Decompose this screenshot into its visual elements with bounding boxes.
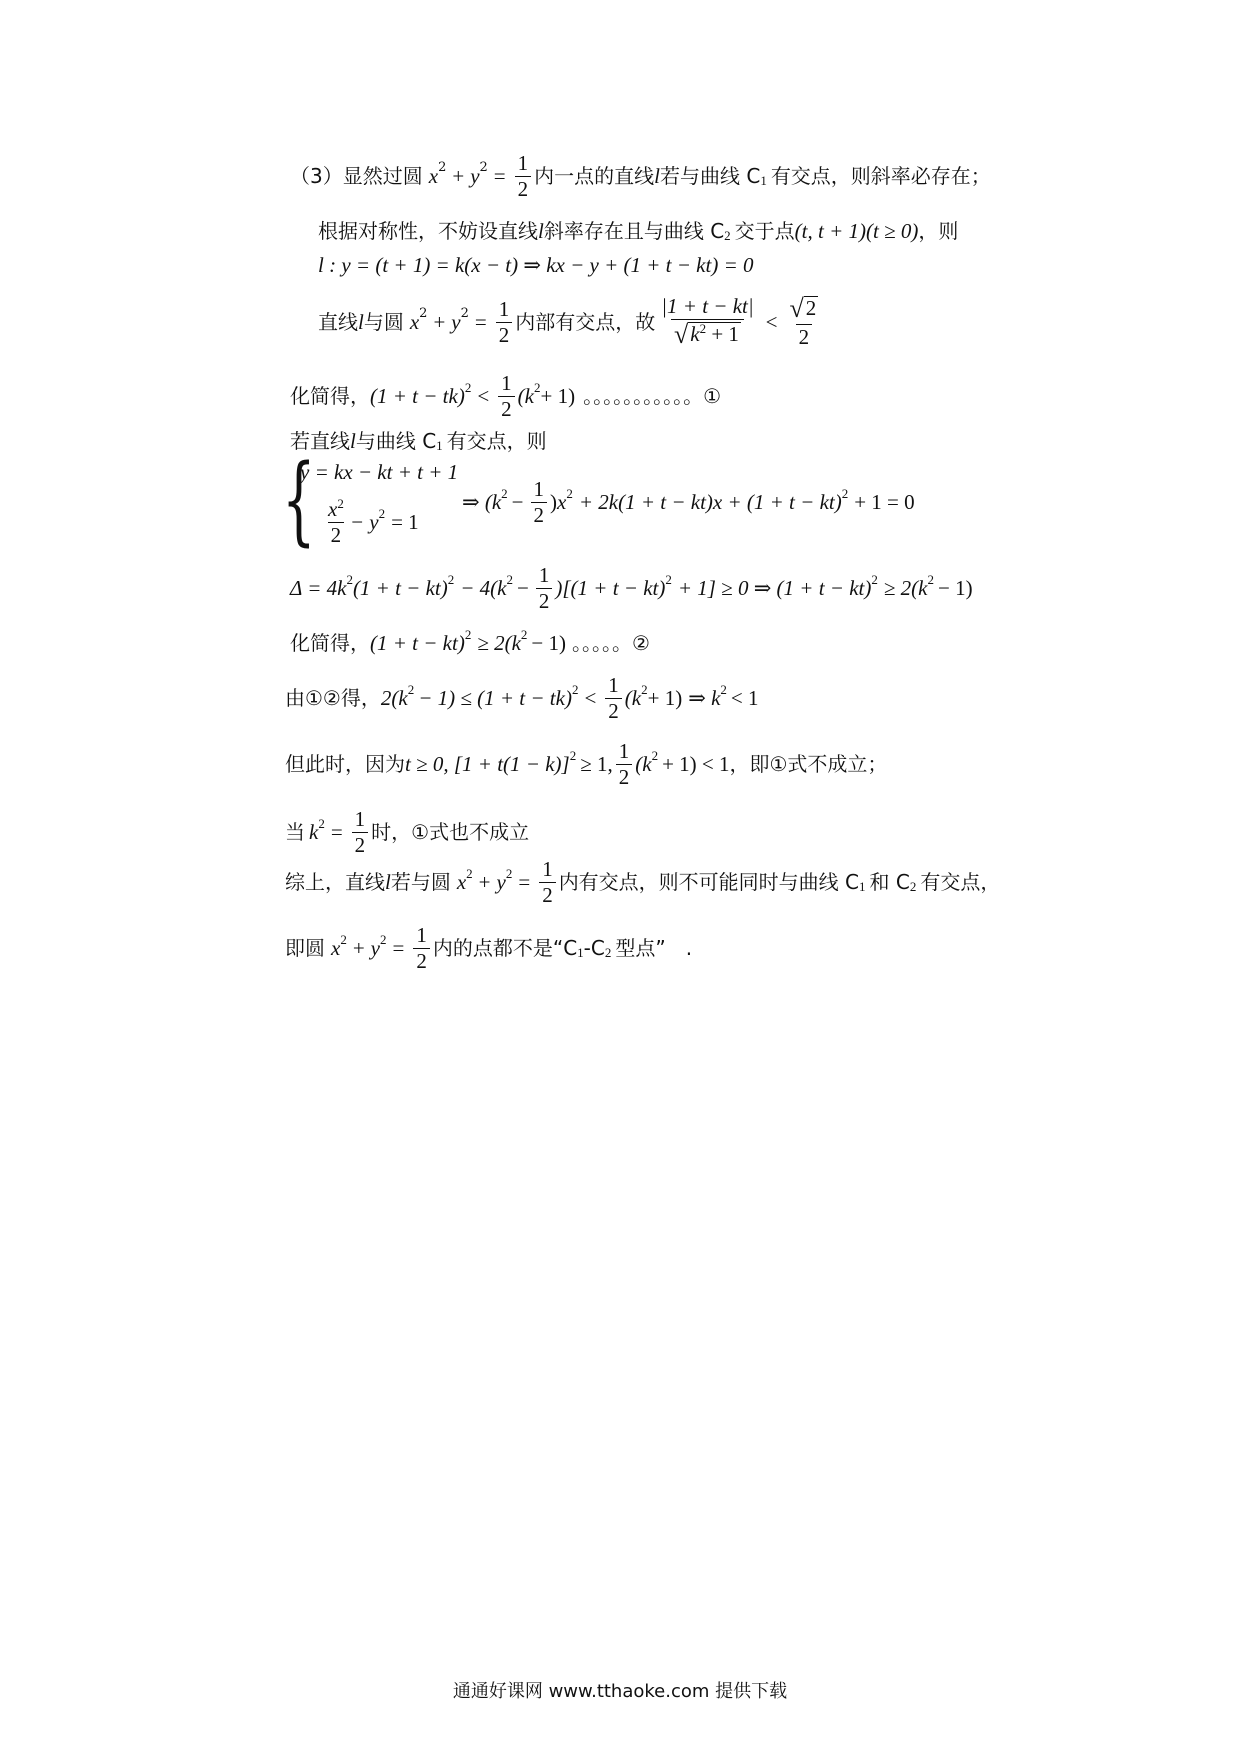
radical-sign: √ <box>789 294 804 323</box>
line-13: 综上，直线 l 若与圆 x $^2$ + y $^2$ = $\frac{1}{2}$ 内有交点，则不可能同时与曲线 C $_1$ 和 C $_2$ 有交点， <box>285 856 1001 907</box>
op: = <box>493 163 506 188</box>
text: （3）显然过圆 <box>290 164 423 188</box>
text: ，则 <box>918 219 959 243</box>
fraction-half <box>515 150 532 201</box>
expr: ≥ 2(k <box>883 575 928 600</box>
text: 有交点， <box>920 870 1001 894</box>
expr: (k <box>635 751 652 776</box>
left-brace: { <box>282 444 316 556</box>
numerator: 1 <box>618 738 630 763</box>
sqrt <box>674 322 741 348</box>
text: 内一点的直线 <box>534 164 655 188</box>
text: 由①②得， <box>285 686 381 710</box>
text: 。。。。。。。。。。。① <box>583 384 722 408</box>
radical-sign: √ <box>673 320 689 349</box>
line-5: 化简得， (1 + t − tk) $^2$ < $\frac{1}{2}$ (k $^2$ + 1) 。。。。。。。。。。。① <box>290 370 722 421</box>
expr: (k <box>517 383 534 408</box>
fraction-half <box>413 922 430 973</box>
expr: 2(k <box>380 685 408 710</box>
expr: + 1 = 0 <box>854 489 915 514</box>
expr: ⇒ k <box>688 685 721 710</box>
var-x: x <box>331 935 341 960</box>
op: < <box>477 383 490 408</box>
text: 。。。。。② <box>572 631 650 655</box>
expr: ≥ 1, <box>580 751 613 776</box>
var-x: x <box>456 869 467 894</box>
expr: )[(1 + t − kt) <box>555 575 666 600</box>
text: 综上，直线 <box>285 870 385 894</box>
expr: ⇒ (k <box>462 489 502 514</box>
footer: 通通好课网 www.tthaoke.com 提供下载 <box>452 1681 788 1702</box>
expr: + 1) <box>647 685 683 710</box>
text: 斜率存在且与曲线 C <box>543 219 725 243</box>
text: 若与圆 <box>390 870 451 894</box>
line-2: 根据对称性，不妨设直线 l 斜率存在且与曲线 C $_2$ 交于点 (t, t + 1)(t ≥ 0) ，则 <box>318 218 959 243</box>
expr: − 4(k <box>460 575 507 600</box>
denominator: 2 <box>539 882 556 906</box>
text: 有交点，则斜率必存在； <box>770 164 991 188</box>
line-12: 当 k $^2$ = $\frac{1}{2}$ 时，①式也不成立 <box>285 806 530 857</box>
numerator: 1 <box>354 806 366 831</box>
line-1: （3）显然过圆 x $^2$ + y $^2$ = $\frac{1}{2}$ 内一点的直线 l 若与曲线 C $_1$ 有交点，则斜率必存在； <box>290 150 991 201</box>
var-x: x <box>428 163 439 188</box>
var-l: l <box>654 163 660 188</box>
op: + <box>433 309 446 334</box>
var-y: y <box>470 163 480 188</box>
text: -C <box>583 936 605 960</box>
numerator: 1 <box>538 562 550 587</box>
fraction-half <box>539 856 556 907</box>
fraction-half <box>605 672 622 723</box>
expr: < 1 <box>730 685 759 710</box>
op: < <box>765 309 778 334</box>
numerator: |1 + t − kt| <box>661 294 754 318</box>
text: 内部有交点，故 <box>515 310 656 334</box>
var-x: x <box>409 309 420 334</box>
text: 当 <box>285 820 305 844</box>
fraction-half <box>536 562 553 613</box>
op: = <box>518 869 531 894</box>
text: 内有交点，则不可能同时与曲线 C <box>558 870 860 894</box>
text: 化简得， <box>290 384 370 408</box>
var-l: l <box>538 218 544 243</box>
numerator: 1 <box>498 296 510 321</box>
op: = <box>392 935 405 960</box>
fraction-half <box>531 476 548 527</box>
text: ，即①式不成立； <box>729 752 888 776</box>
op: + <box>452 163 465 188</box>
op: = <box>330 819 343 844</box>
line-delta: Δ = 4k $^2$ (1 + t − kt) $^2$ − 4(k $^2$ − $\frac{1}{2}$ )[(1 + t − kt) $^2$ + 1] ≥ 0 ⇒ (1 + t − kt) $^2$ ≥ 2(k $^2$ − 1) <box>290 562 973 613</box>
text: 和 C <box>869 870 910 894</box>
fraction-x2-over-2 <box>325 495 347 547</box>
expr: + 1] ≥ 0 ⇒ (1 + t − kt) <box>677 575 872 600</box>
radicand <box>688 322 741 348</box>
denominator: 2 <box>498 396 515 420</box>
var-l: l <box>385 869 391 894</box>
expr: ≥ 2(k <box>477 630 521 655</box>
denominator: 2 <box>605 698 622 722</box>
numerator <box>325 495 347 522</box>
text: 型点” . <box>615 936 693 960</box>
numerator: 1 <box>517 150 529 175</box>
var-y: y <box>370 935 380 960</box>
expr: − 1) ≤ (1 + t − tk) <box>418 685 572 710</box>
plus-one: + 1 <box>711 322 739 346</box>
text: 若与曲线 C <box>659 164 761 188</box>
text: 若直线 <box>290 429 350 453</box>
expr: (1 + t − kt) <box>352 575 448 600</box>
denominator: 2 <box>531 502 548 526</box>
var-k: k <box>690 322 700 346</box>
line-14: 即圆 x $^2$ + y $^2$ = $\frac{1}{2}$ 内的点都不是“C $_1$ -C $_2$ 型点” . <box>285 922 693 973</box>
denominator: 2 <box>796 324 813 348</box>
numerator: 1 <box>608 672 619 697</box>
expr: = 1 <box>391 509 419 534</box>
denominator: 2 <box>328 522 345 546</box>
line-6: 若直线 l 与曲线 C $_1$ 有交点，则 <box>290 428 547 453</box>
var-l: l <box>350 428 356 453</box>
op: − <box>517 575 529 600</box>
expr: Δ = 4k <box>290 575 347 600</box>
expr: (1 + t − tk) <box>370 383 465 408</box>
expr: − 1) <box>937 575 973 600</box>
fraction-distance <box>658 296 756 348</box>
radicand: 2 <box>805 296 817 320</box>
expr: + 2k(1 + t − kt)x + (1 + t − kt) <box>578 489 842 514</box>
sqrt <box>789 296 818 322</box>
text: 直线 <box>318 310 358 334</box>
text: 时，①式也不成立 <box>371 820 530 844</box>
numerator: 1 <box>533 476 545 501</box>
fraction-sqrt2-over-2 <box>786 296 821 348</box>
system-eq-2: $\frac{x^2}{2}$ − y $^2$ = 1 <box>322 490 419 554</box>
op: + <box>352 935 365 960</box>
denominator: 2 <box>352 832 369 856</box>
var-l: l <box>358 309 364 334</box>
expr: − 1) <box>531 630 567 655</box>
text: 根据对称性，不妨设直线 <box>318 219 538 243</box>
expr: + 1) < 1 <box>662 751 730 776</box>
point-expr: (t, t + 1)(t ≥ 0) <box>794 218 919 243</box>
exponent: 2 <box>337 495 344 511</box>
op: < <box>584 685 597 710</box>
denominator: 2 <box>616 764 633 788</box>
expr: (1 + t − kt) <box>370 630 465 655</box>
fraction-half <box>616 738 633 789</box>
system-eq-1: y = kx − kt + t + 1 <box>300 459 459 484</box>
denominator: 2 <box>496 322 513 346</box>
fraction-half <box>496 296 513 347</box>
var-k: k <box>309 819 319 844</box>
op: = <box>474 309 487 334</box>
exponent: 2 <box>699 321 707 336</box>
fraction-half <box>498 370 515 421</box>
expr: − y <box>349 509 379 534</box>
text: 与曲线 C <box>355 429 437 453</box>
numerator: 1 <box>542 856 553 881</box>
expr: t ≥ 0, [1 + t(1 − k)] <box>405 751 570 776</box>
expr: (k <box>624 685 642 710</box>
system-result: ⇒ (k $^2$ − $\frac{1}{2}$ ) x $^2$ + 2k(1 + t − kt)x + (1 + t − kt) $^2$ + 1 = 0 <box>462 476 915 527</box>
numerator: 1 <box>501 370 512 395</box>
numerator <box>786 296 821 324</box>
line-11: 但此时，因为 t ≥ 0, [1 + t(1 − k)] $^2$ ≥ 1, $\frac{1}{2}$ (k $^2$ + 1) < 1 ，即①式不成立； <box>285 738 888 789</box>
line-9: 化简得， (1 + t − kt) $^2$ ≥ 2(k $^2$ − 1) 。。。。。② <box>290 627 650 655</box>
line-3: l : y = (t + 1) = k(x − t) ⇒ kx − y + (1 + t − kt) = 0 <box>318 252 754 277</box>
text: 但此时，因为 <box>285 752 405 776</box>
line-4: 直线 l 与圆 x $^2$ + y $^2$ = $\frac{1}{2}$ 内部有交点，故 |1 + t − kt| √ $k^2 + 1$ < √ 2 2 <box>318 286 824 358</box>
fraction-half <box>352 806 369 857</box>
denominator: 2 <box>515 176 532 200</box>
text: 有交点，则 <box>446 429 547 453</box>
line-10: 由①②得， 2(k $^2$ − 1) ≤ (1 + t − tk) $^2$ < $\frac{1}{2}$ (k $^2$ + 1) ⇒ k $^2$ < 1 <box>285 672 759 723</box>
text: 即圆 <box>285 936 325 960</box>
text: 交于点 <box>734 219 795 243</box>
expr: + 1) <box>540 383 576 408</box>
var-x: x <box>328 496 338 521</box>
text: 化简得， <box>290 631 370 655</box>
text: 与圆 <box>363 310 404 334</box>
denominator: 2 <box>413 948 430 972</box>
op: − <box>511 489 524 514</box>
var-y: y <box>451 309 461 334</box>
numerator: 1 <box>416 922 427 947</box>
expr: ) <box>550 489 558 514</box>
denominator <box>671 319 744 348</box>
var-y: y <box>496 869 506 894</box>
text: 内的点都不是“C <box>432 936 578 960</box>
denominator: 2 <box>536 588 553 612</box>
var-x: x <box>557 489 567 514</box>
op: + <box>478 869 491 894</box>
